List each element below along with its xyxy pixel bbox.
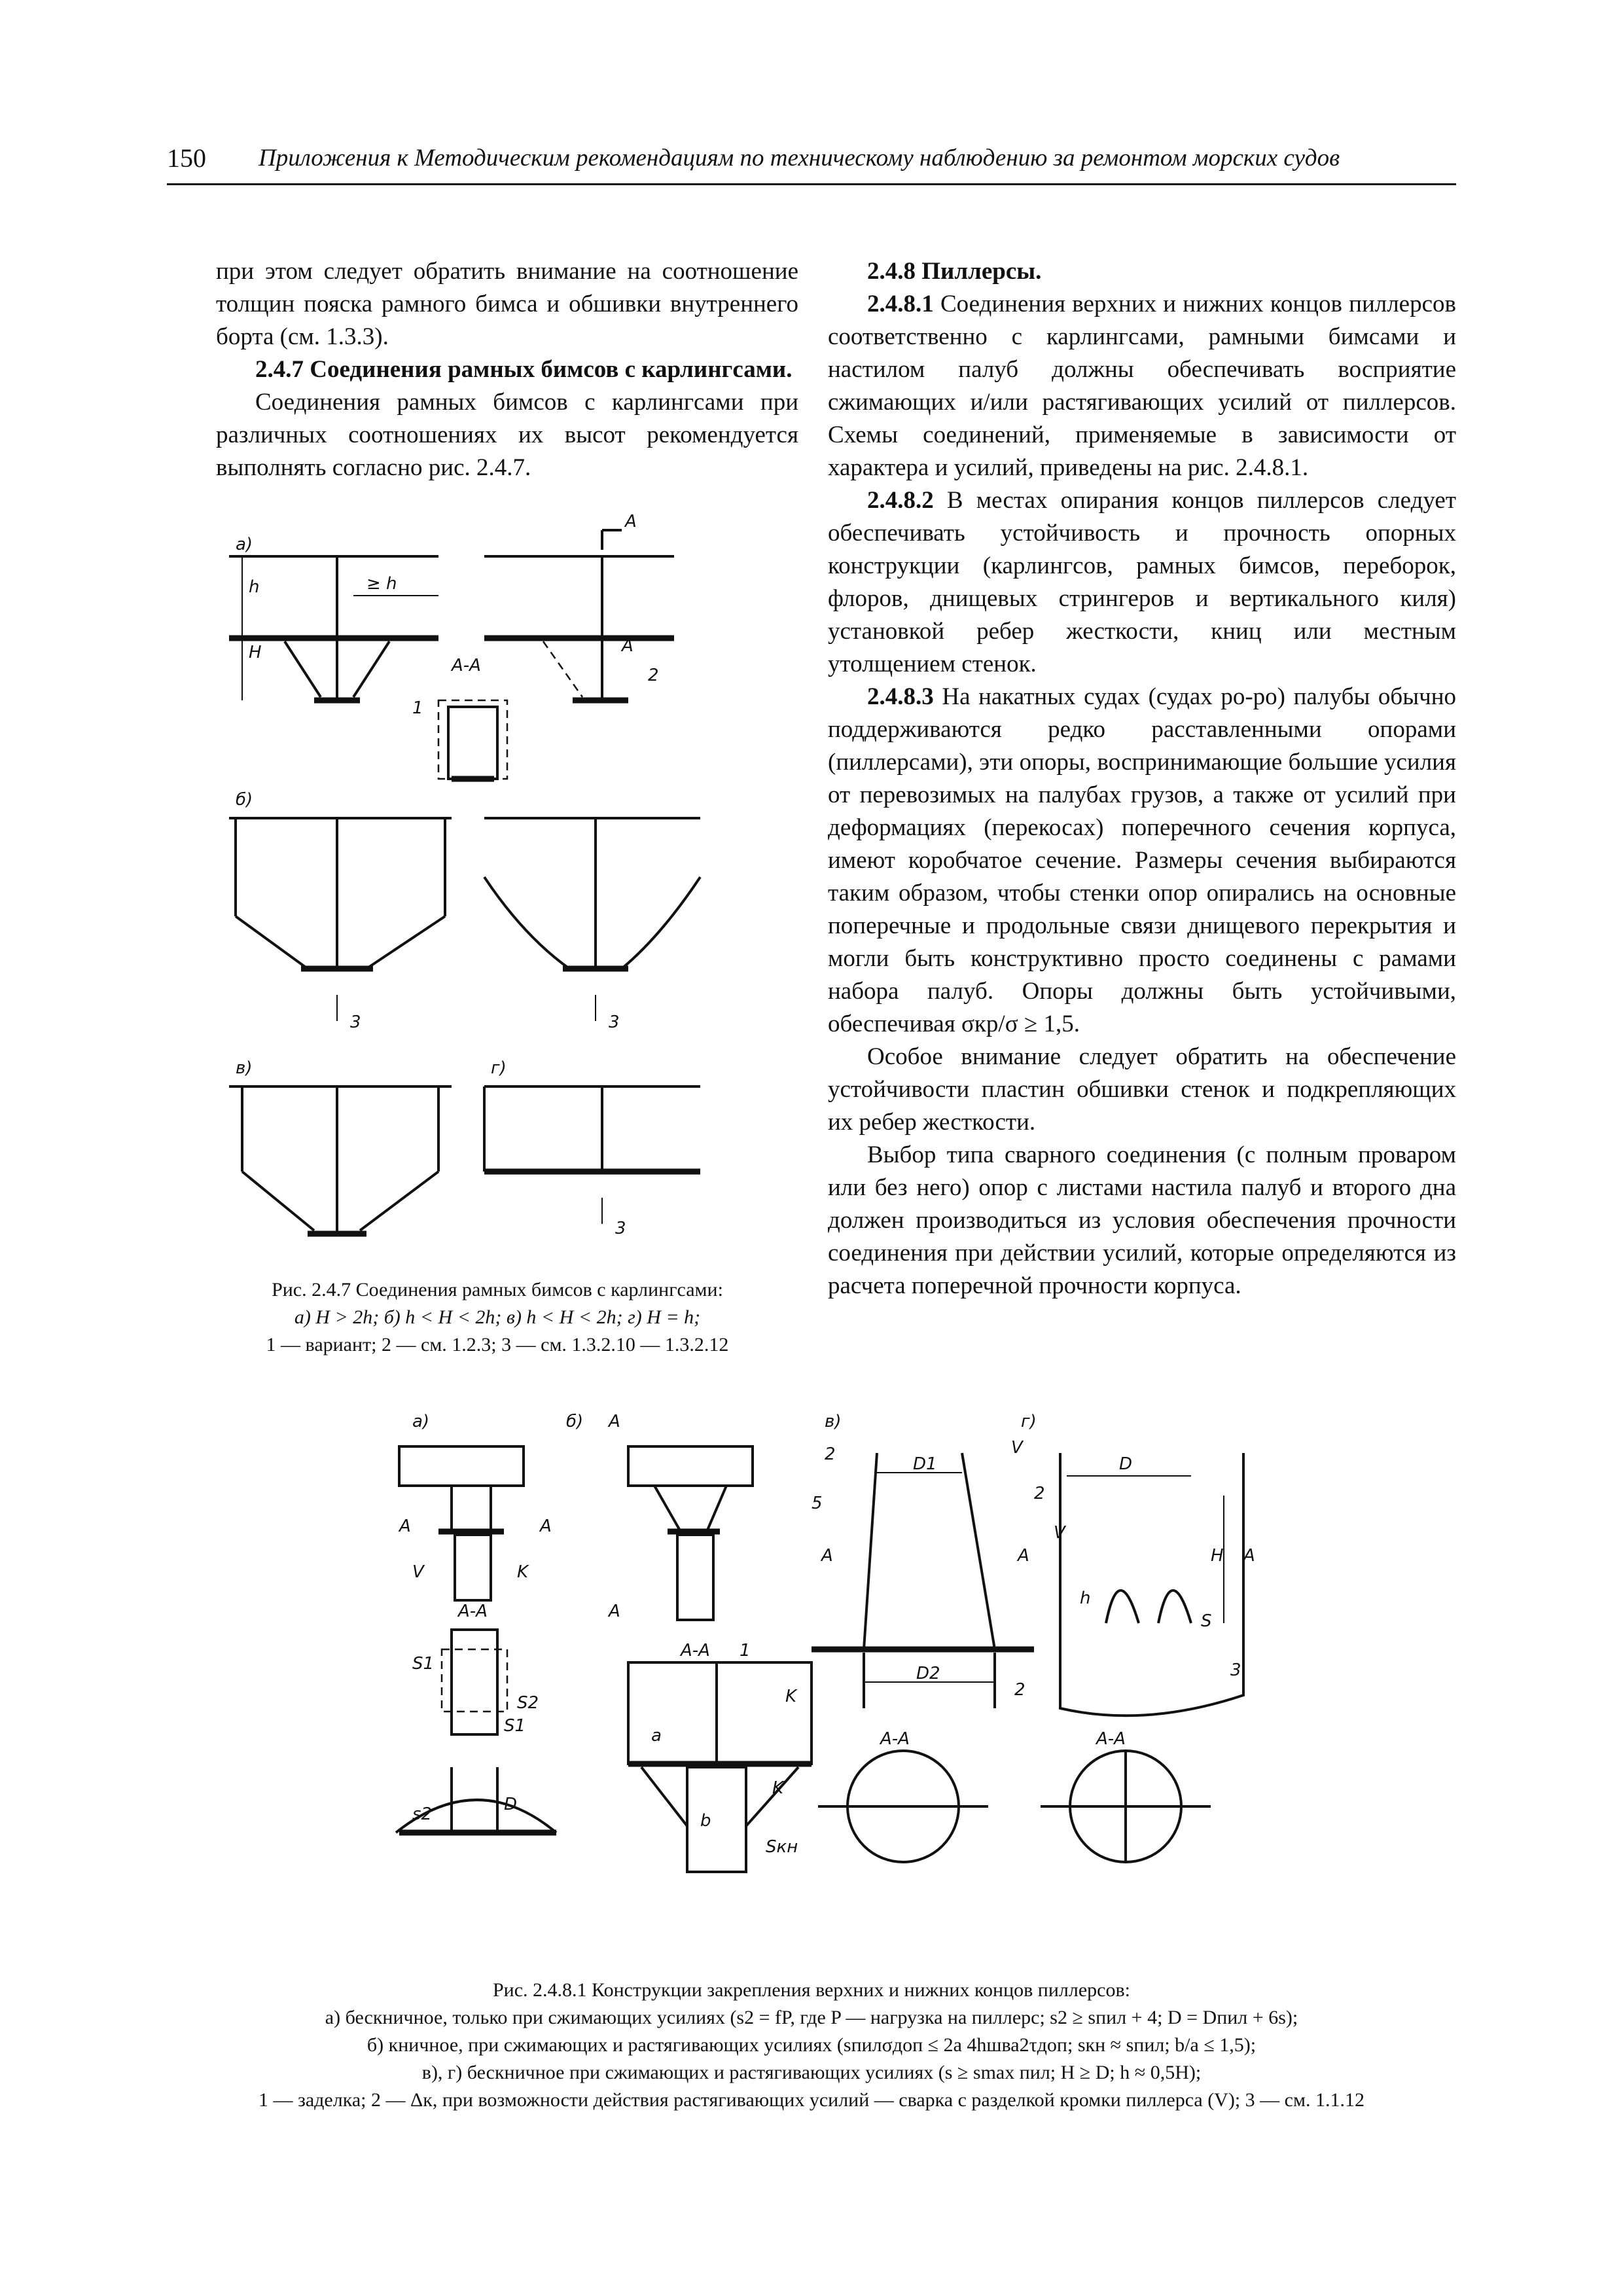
label-a: а)	[236, 535, 253, 554]
label-g: г)	[1021, 1412, 1037, 1431]
callout-5: 5	[812, 1494, 823, 1513]
clause-text: В местах опирания концов пиллерсов следует обеспечивать устойчивость и прочность опорных конструкции (карлингсов, рамных бимсов, переборок, флоров, днищевых стрингеров и вертикального киля) установкой ребер жесткости, книц или местным утолщением стенок.	[828, 487, 1456, 677]
sub-figure-b1	[229, 818, 452, 1032]
dim-a-label: a	[651, 1726, 662, 1746]
paragraph-2483	[828, 681, 1456, 1041]
section-mark-A-bottom: А	[622, 636, 633, 656]
dim-H-label: H	[1211, 1546, 1224, 1566]
callout-3: 3	[350, 1013, 361, 1032]
section-mark-A: А	[540, 1516, 552, 1536]
weld-V-label: V	[1011, 1438, 1023, 1458]
label-b: б)	[566, 1412, 584, 1431]
dim-S-label: S	[1201, 1611, 1212, 1631]
section-heading-247: 2.4.7 Соединения рамных бимсов с карлингсами.	[255, 356, 793, 383]
caption-cases: а) H > 2h; б) h < H < 2h; в) h < H < 2h; г) H = h;	[294, 1306, 701, 1328]
dim-H-label: H	[249, 643, 262, 662]
paragraph-2481	[828, 288, 1456, 484]
callout-3: 3	[609, 1013, 620, 1032]
dim-h-label: h	[249, 577, 260, 597]
caption-title: Рис. 2.4.8.1 Конструкции закрепления верхних и нижних концов пиллерсов:	[493, 1979, 1130, 2001]
dim-s2-label: s2	[412, 1804, 433, 1824]
callout-3: 3	[615, 1219, 626, 1238]
weld-V-label: V	[412, 1562, 424, 1582]
section-mark-A: А	[1018, 1546, 1029, 1566]
page-header	[167, 143, 1456, 185]
caption-case-a: а) бескничное, только при сжимающих усилиях (s2 = fP, где P — нагрузка на пиллерс; s2 ≥ sпил + 4; D = Dпил + 6s);	[325, 2007, 1298, 2028]
dim-D-label: D	[1119, 1454, 1133, 1474]
sub-figure-a	[396, 1446, 556, 1833]
weld-K-label: K	[772, 1778, 784, 1798]
sub-figure-g	[484, 1086, 700, 1238]
figure-2481-caption	[167, 1977, 1456, 2114]
dim-D2-label: D2	[916, 1664, 940, 1683]
clause-text: На накатных судах (судах ро-ро) палубы обычно поддерживаются редко расставленными опорами (пиллерсами), эти опоры, воспринимающие большие усилия от перевозимых на палубах грузов, а также от усилий при деформациях (перекосах) поперечного сечения корпуса, имеют коробчатое сечение. Размеры сечения выбираются таким образом, чтобы стенки опор опирались на основные поперечные и продольные связи днищевого перекрытия и могли быть конструктивно просто соединены с рамами набора палуб. Опоры должны быть устойчивыми, обеспечивая σкр/σ ≥ 1,5.	[828, 683, 1457, 1037]
dim-D1-label: D1	[913, 1454, 937, 1474]
sub-figure-a1	[229, 556, 438, 700]
label-v: в)	[236, 1058, 253, 1078]
figure-247-caption	[203, 1276, 792, 1359]
figure-2481-drawing	[393, 1401, 1518, 1970]
section-mark-A: А	[399, 1516, 411, 1536]
caption-notes: 1 — заделка; 2 — Δк, при возможности действия растягивающих усилий — сварка с разделкой кромки пиллерса (V); 3 — см. 1.1.12	[259, 2089, 1364, 2111]
label-v: в)	[825, 1412, 842, 1431]
dim-b-label: b	[700, 1811, 711, 1831]
figure-247-drawing	[216, 511, 805, 1276]
paragraph-weld-choice: Выбор типа сварного соединения (с полным проваром или без него) опор с листами настила палуб и второго дна должен производиться из условия обеспечения прочности соединения при действии усилий, которые определяются из расчета поперечной прочности корпуса.	[828, 1141, 1456, 1299]
section-heading-248: 2.4.8 Пиллерсы.	[867, 258, 1042, 285]
paragraph-2482	[828, 484, 1456, 681]
section-AA-label: А-А	[1096, 1729, 1126, 1749]
dim-S2-label: S2	[517, 1693, 539, 1713]
caption-case-b: б) кничное, при сжимающих и растягивающих усилиях (sпилσдоп ≤ 2a 4hшва2τдоп; sкн ≈ sпил; b/a ≤ 1,5);	[366, 2034, 1257, 2056]
weld-K-label: K	[785, 1687, 797, 1706]
sub-figure-g	[1034, 1453, 1255, 1862]
paragraph-intro: при этом следует обратить внимание на соотношение толщин пояска рамного бимса и обшивки внутреннего борта (см. 1.3.3).	[216, 258, 798, 350]
weld-V-label: V	[1054, 1523, 1065, 1543]
dim-h-label: h	[1080, 1588, 1091, 1608]
paragraph-247: Соединения рамных бимсов с карлингсами при различных соотношениях их высот рекомендуется выполнять согласно рис. 2.4.7.	[216, 389, 798, 481]
caption-case-vg: в), г) бескничное при сжимающих и растягивающих усилиях (s ≥ smax пил; H ≥ D; h ≈ 0,5H);	[421, 2062, 1202, 2083]
callout-1: 1	[740, 1641, 751, 1660]
sub-figure-b2	[484, 818, 700, 1032]
running-title: Приложения к Методическим рекомендациям по техническому наблюдению за ремонтом морских судов	[259, 145, 1340, 171]
dim-ge-h-label: ≥ h	[366, 574, 397, 594]
caption-notes: 1 — вариант; 2 — см. 1.2.3; 3 — см. 1.3.2.10 — 1.3.2.12	[266, 1334, 729, 1355]
clause-number: 2.4.8.2	[867, 487, 934, 514]
section-AA-label: А-А	[880, 1729, 910, 1749]
clause-number: 2.4.8.1	[867, 291, 934, 317]
clause-text: Соединения верхних и нижних концов пиллерсов соответственно с карлингсами, рамными бимсами и настилом палуб должны обеспечивать восприятие сжимающих и/или растягивающих усилий от пиллерсов. Схемы соединений, применяемые в зависимости от характера и усилий, приведены на рис. 2.4.8.1.	[828, 291, 1456, 481]
sub-figure-b	[607, 1412, 812, 1872]
callout-2: 2	[1014, 1680, 1026, 1700]
dim-S1-label: S1	[504, 1716, 526, 1736]
dim-Skn-label: Sкн	[766, 1837, 798, 1857]
section-AA-label: А-А	[681, 1641, 710, 1660]
sub-figure-a2	[412, 512, 674, 779]
callout-3: 3	[1230, 1660, 1241, 1680]
page-number: 150	[167, 143, 206, 173]
dim-D-label: D	[504, 1795, 518, 1814]
label-g: г)	[491, 1058, 507, 1078]
section-mark-A: А	[1243, 1546, 1255, 1566]
label-b: б)	[236, 790, 253, 810]
callout-2: 2	[648, 666, 659, 685]
left-column	[216, 255, 798, 484]
section-AA-label: А-А	[452, 656, 481, 675]
caption-title: Рис. 2.4.7 Соединения рамных бимсов с карлингсами:	[272, 1279, 723, 1300]
callout-2: 2	[1034, 1484, 1045, 1503]
paragraph-special-attention: Особое внимание следует обратить на обеспечение устойчивости пластин обшивки стенок и подкрепляющих их ребер жесткости.	[828, 1043, 1456, 1136]
section-AA-label: А-А	[458, 1602, 488, 1621]
section-mark-A-top: А	[625, 512, 637, 531]
section-mark-A: А	[609, 1602, 620, 1621]
sub-figure-v	[229, 1086, 452, 1234]
sub-figure-v	[812, 1438, 1034, 1862]
dim-S1-label: S1	[412, 1654, 435, 1674]
label-a: а)	[412, 1412, 430, 1431]
right-column	[828, 255, 1456, 1302]
section-mark-A: А	[821, 1546, 833, 1566]
callout-2: 2	[825, 1444, 836, 1464]
weld-K-label: K	[517, 1562, 529, 1582]
clause-number: 2.4.8.3	[867, 683, 934, 710]
callout-1: 1	[412, 698, 423, 718]
section-mark-A: А	[609, 1412, 620, 1431]
